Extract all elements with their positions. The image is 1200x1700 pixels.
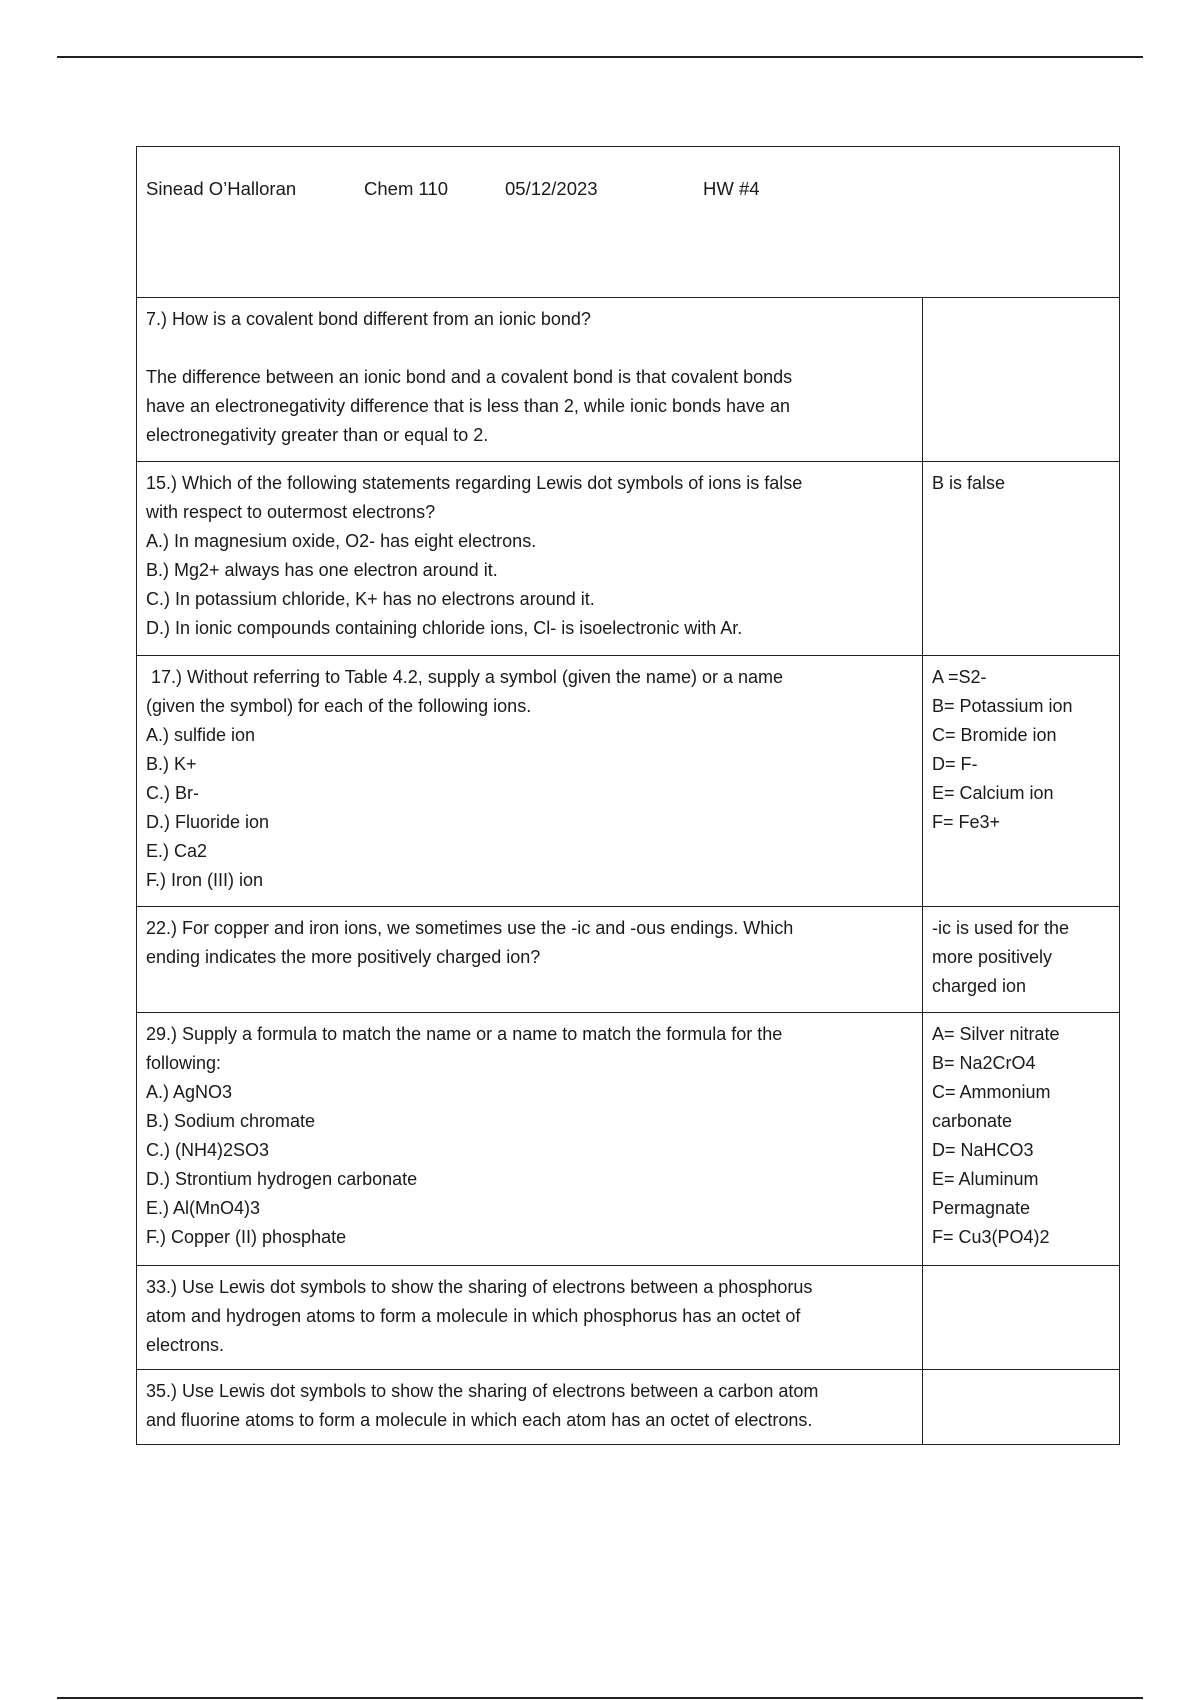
question-cell [137,1370,923,1445]
answer-cell [923,1266,1120,1370]
option-c: C.) In potassium chloride, K+ has no electrons around it. [146,589,595,609]
option-e: E.) Al(MnO4)3 [146,1198,261,1218]
answer-text: have an electronegativity difference that is less than 2, while ionic bonds have an [146,396,791,416]
assignment-label: HW #4 [703,178,760,199]
question-text: 22.) For copper and iron ions, we sometimes use the -ic and -ous endings. Which [146,918,794,938]
question-cell [137,1013,923,1266]
question-row-35 [137,1370,1120,1445]
option-a: A.) AgNO3 [146,1082,233,1102]
answer-text: electronegativity greater than or equal to 2. [146,425,489,445]
answer-text: D= F- [932,754,978,774]
answer-cell [923,656,1120,907]
header-row [137,147,1120,298]
answer-cell [923,907,1120,1013]
answer-text: F= Fe3+ [932,812,1001,832]
answer-cell [923,462,1120,656]
answer-text: The difference between an ionic bond and a covalent bond is that covalent bonds [146,367,793,387]
question-text: electrons. [146,1335,225,1355]
question-text: ending indicates the more positively charged ion? [146,947,541,967]
question-row-33 [137,1266,1120,1370]
option-d: D.) In ionic compounds containing chloride ions, Cl- is isoelectronic with Ar. [146,618,743,638]
answer-text: charged ion [932,976,1027,996]
answer-text: more positively [932,947,1053,967]
answer-text: D= NaHCO3 [932,1140,1034,1160]
question-text: following: [146,1053,222,1073]
question-cell [137,462,923,656]
option-e: E.) Ca2 [146,841,208,861]
answer-text: E= Aluminum [932,1169,1039,1189]
answer-text: B= Potassium ion [932,696,1073,716]
answer-cell [923,298,1120,462]
question-text: 7.) How is a covalent bond different from an ionic bond? [146,309,591,329]
answer-text: C= Bromide ion [932,725,1057,745]
question-cell [137,298,923,462]
question-row-22 [137,907,1120,1013]
student-name: Sinead O’Halloran [146,178,297,199]
answer-text: B= Na2CrO4 [932,1053,1036,1073]
option-b: B.) Mg2+ always has one electron around it. [146,560,498,580]
option-f: F.) Copper (II) phosphate [146,1227,347,1247]
due-date: 05/12/2023 [505,178,598,199]
question-text: (given the symbol) for each of the following ions. [146,696,532,716]
question-row-7 [137,298,1120,462]
answer-text: Permagnate [932,1198,1031,1218]
option-c: C.) Br- [146,783,199,803]
option-b: B.) K+ [146,754,197,774]
answer-text: -ic is used for the [932,918,1070,938]
answer-text: B is false [932,473,1006,493]
question-cell [137,1266,923,1370]
course-name: Chem 110 [364,178,448,199]
question-text: 17.) Without referring to Table 4.2, supply a symbol (given the name) or a name [146,667,783,687]
answer-text: A= Silver nitrate [932,1024,1060,1044]
question-cell [137,907,923,1013]
option-b: B.) Sodium chromate [146,1111,316,1131]
question-text: 33.) Use Lewis dot symbols to show the sharing of electrons between a phosphorus [146,1277,813,1297]
answer-text: F= Cu3(PO4)2 [932,1227,1050,1247]
question-cell [137,656,923,907]
option-a: A.) sulfide ion [146,725,256,745]
option-a: A.) In magnesium oxide, O2- has eight electrons. [146,531,537,551]
option-c: C.) (NH4)2SO3 [146,1140,270,1160]
answer-cell [923,1370,1120,1445]
homework-table [136,146,1120,1445]
question-text: 15.) Which of the following statements regarding Lewis dot symbols of ions is false [146,473,803,493]
answer-text: carbonate [932,1111,1013,1131]
question-text: 35.) Use Lewis dot symbols to show the sharing of electrons between a carbon atom [146,1381,819,1401]
answer-cell [923,1013,1120,1266]
option-f: F.) Iron (III) ion [146,870,264,890]
option-d: D.) Strontium hydrogen carbonate [146,1169,418,1189]
question-text: and fluorine atoms to form a molecule in which each atom has an octet of electrons. [146,1410,813,1430]
top-rule [57,56,1143,58]
question-row-17 [137,656,1120,907]
question-row-15 [137,462,1120,656]
bottom-rule [57,1697,1143,1699]
question-text: with respect to outermost electrons? [146,502,436,522]
header-cell [137,147,1120,298]
answer-text: E= Calcium ion [932,783,1054,803]
answer-text: A =S2- [932,667,987,687]
question-text: atom and hydrogen atoms to form a molecule in which phosphorus has an octet of [146,1306,801,1326]
answer-text: C= Ammonium [932,1082,1051,1102]
option-d: D.) Fluoride ion [146,812,270,832]
question-text: 29.) Supply a formula to match the name or a name to match the formula for the [146,1024,783,1044]
question-row-29 [137,1013,1120,1266]
